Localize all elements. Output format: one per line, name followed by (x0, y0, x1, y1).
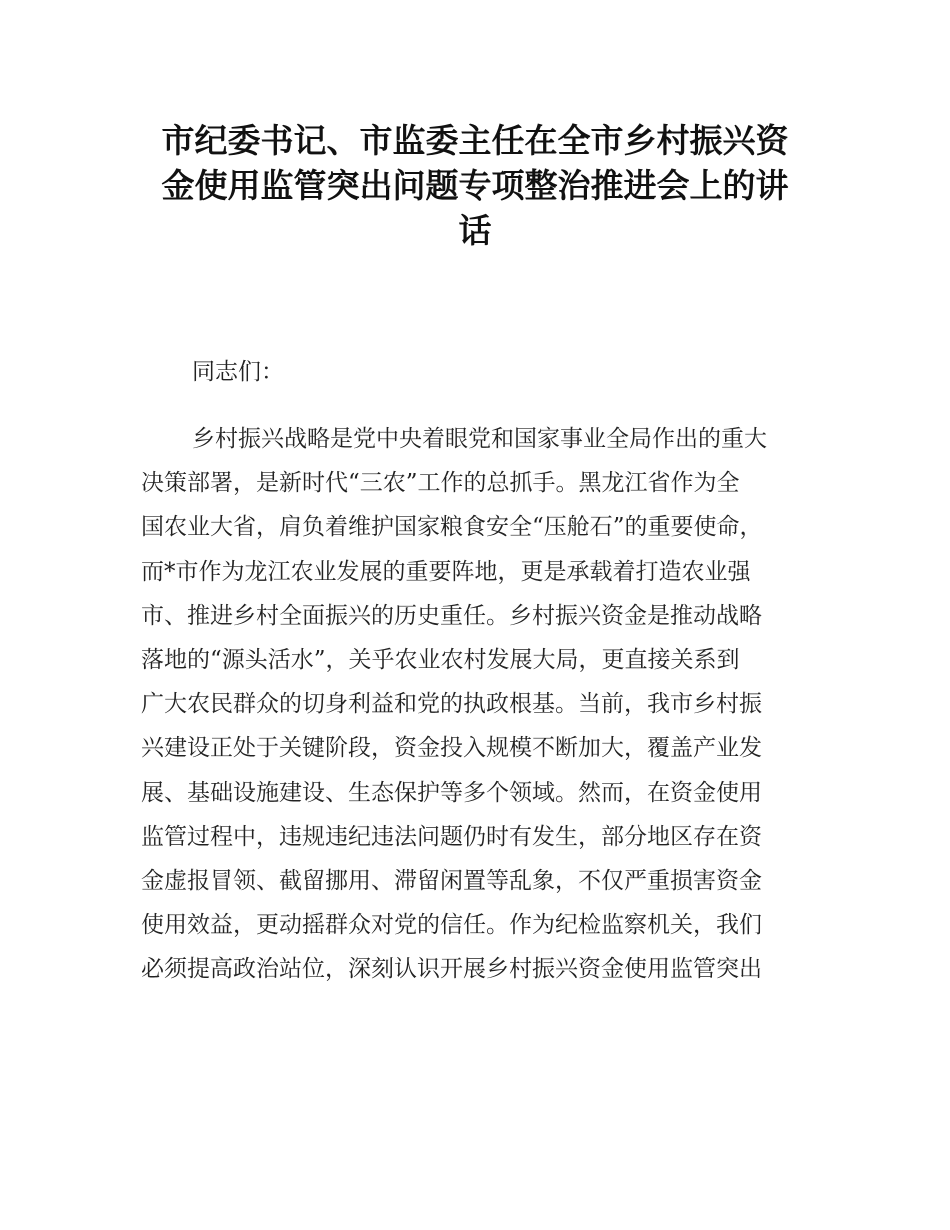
paragraph-line: 广大农民群众的切身利益和党的执政根基。当前，我市乡村振 (141, 691, 762, 718)
paragraph-line: 决策部署，是新时代“三农”工作的总抓手。黑龙江省作为全 (141, 470, 740, 497)
title-line: 金使用监管突出问题专项整治推进会上的讲 (161, 166, 789, 205)
body-paragraph (141, 423, 821, 997)
paragraph-line: 而*市作为龙江农业发展的重要阵地，更是承载着打造农业强 (141, 558, 751, 585)
paragraph-line: 乡村振兴战略是党中央着眼党和国家事业全局作出的重大 (192, 426, 767, 452)
paragraph-line: 必须提高政治站位，深刻认识开展乡村振兴资金使用监管突出 (141, 956, 762, 983)
title-line: 市纪委书记、市监委主任在全市乡村振兴资 (161, 121, 789, 160)
paragraph-line: 使用效益，更动摇群众对党的信任。作为纪检监察机关，我们 (141, 912, 762, 939)
paragraph-line: 市、推进乡村全面振兴的历史重任。乡村振兴资金是推动战略 (141, 602, 762, 629)
salutation: 同志们： (192, 359, 284, 385)
paragraph-line: 国农业大省，肩负着维护国家粮食安全“压舱石”的重要使命， (141, 514, 763, 541)
paragraph-line: 展、基础设施建设、生态保护等多个领域。然而，在资金使用 (141, 779, 762, 806)
paragraph-line: 监管过程中，违规违纪违法问题仍时有发生，部分地区存在资 (141, 823, 762, 850)
document-title (140, 118, 810, 253)
paragraph-line: 金虚报冒领、截留挪用、滞留闲置等乱象，不仅严重损害资金 (141, 867, 762, 894)
paragraph-line: 兴建设正处于关键阶段，资金投入规模不断加大，覆盖产业发 (141, 735, 762, 762)
paragraph-line: 落地的“源头活水”，关乎农业农村发展大局，更直接关系到 (141, 646, 740, 673)
title-line: 话 (458, 211, 492, 250)
